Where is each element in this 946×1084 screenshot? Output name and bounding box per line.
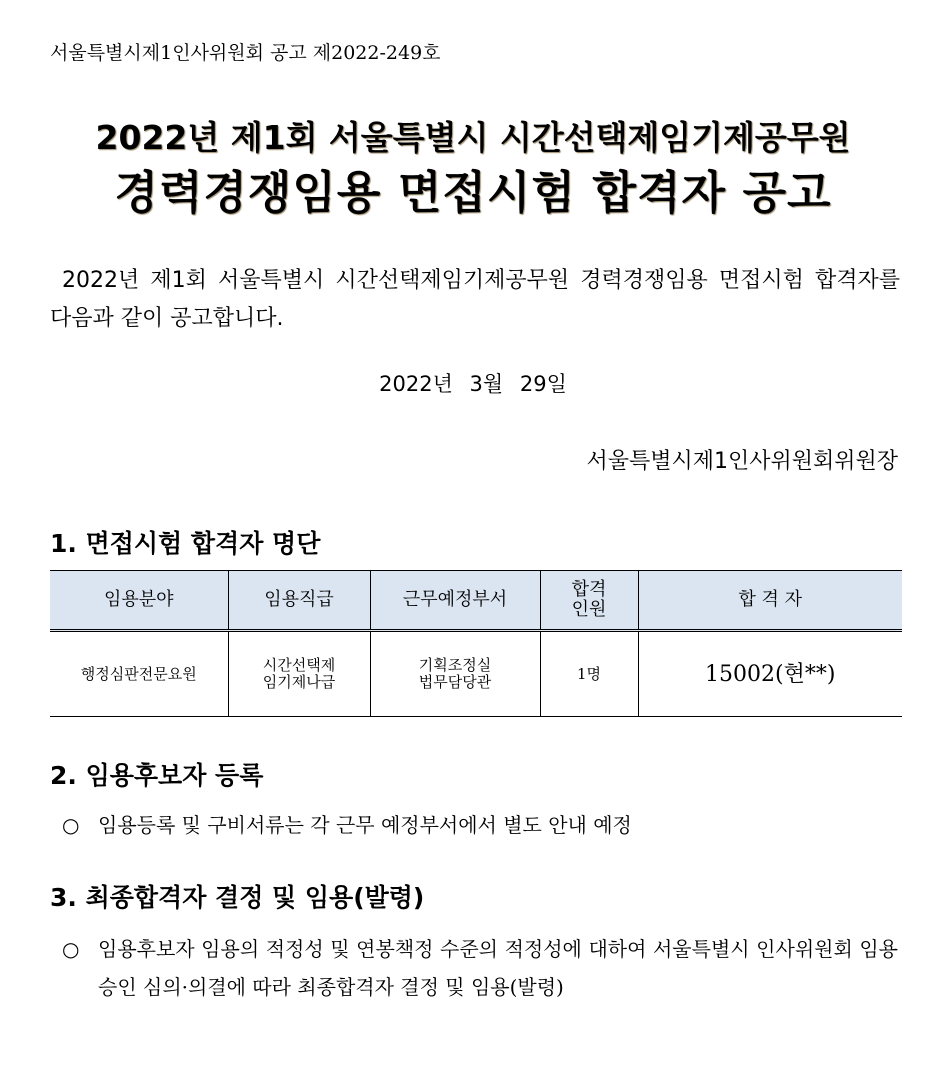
section-2-title: 2. 임용후보자 등록 xyxy=(50,761,264,790)
table-header-cell: 근무예정부서 xyxy=(370,571,540,631)
table-cell-passer: 15002(현**) xyxy=(638,631,902,717)
table-cell-field: 행정심판전문요원 xyxy=(50,631,228,717)
section-3-title: 3. 최종합격자 결정 및 임용(발령) xyxy=(50,883,425,912)
section-2-bullet-text: 임용등록 및 구비서류는 각 근무 예정부서에서 별도 안내 예정 xyxy=(98,813,632,837)
bullet-mark: ○ xyxy=(62,937,80,961)
intro-paragraph xyxy=(50,262,900,338)
notice-number: 서울특별시제1인사위원회 공고 제2022-249호 xyxy=(50,42,441,64)
intro-text: 2022년 제1회 서울특별시 시간선택제임기제공무원 경력경쟁임용 면접시험 합격자를 다음과 같이 공고합니다. xyxy=(50,268,900,331)
table-cell-grade: 시간선택제 임기제나급 xyxy=(228,631,370,717)
table-cell-count: 1명 xyxy=(540,631,638,717)
table-cell-department: 기획조정실 법무담당관 xyxy=(370,631,540,717)
announcement-date: 2022년 3월 29일 xyxy=(379,372,567,396)
passer-table xyxy=(50,570,902,717)
table-header-cell: 임용분야 xyxy=(50,571,228,631)
table-header-cell: 임용직급 xyxy=(228,571,370,631)
title-line-2: 경력경쟁임용 면접시험 합격자 공고 xyxy=(114,166,832,219)
section-3-bullet-text: 임용후보자 임용의 적정성 및 연봉책정 수준의 적정성에 대하여 서울특별시 인사위원회 임용승인 심의·의결에 따라 최종합격자 결정 및 임용(발령) xyxy=(98,937,898,999)
table-header-cell: 합격 인원 xyxy=(540,571,638,631)
table-row xyxy=(50,631,902,717)
table-header-row xyxy=(50,571,902,631)
bullet-mark: ○ xyxy=(62,813,80,837)
signer: 서울특별시제1인사위원회위원장 xyxy=(586,449,898,474)
section-2-bullet xyxy=(62,806,632,844)
title-line-1: 2022년 제1회 서울특별시 시간선택제임기제공무원 xyxy=(95,118,851,157)
section-1-title: 1. 면접시험 합격자 명단 xyxy=(50,529,321,558)
section-3-bullet xyxy=(62,930,902,1006)
table-header-cell: 합 격 자 xyxy=(638,571,902,631)
